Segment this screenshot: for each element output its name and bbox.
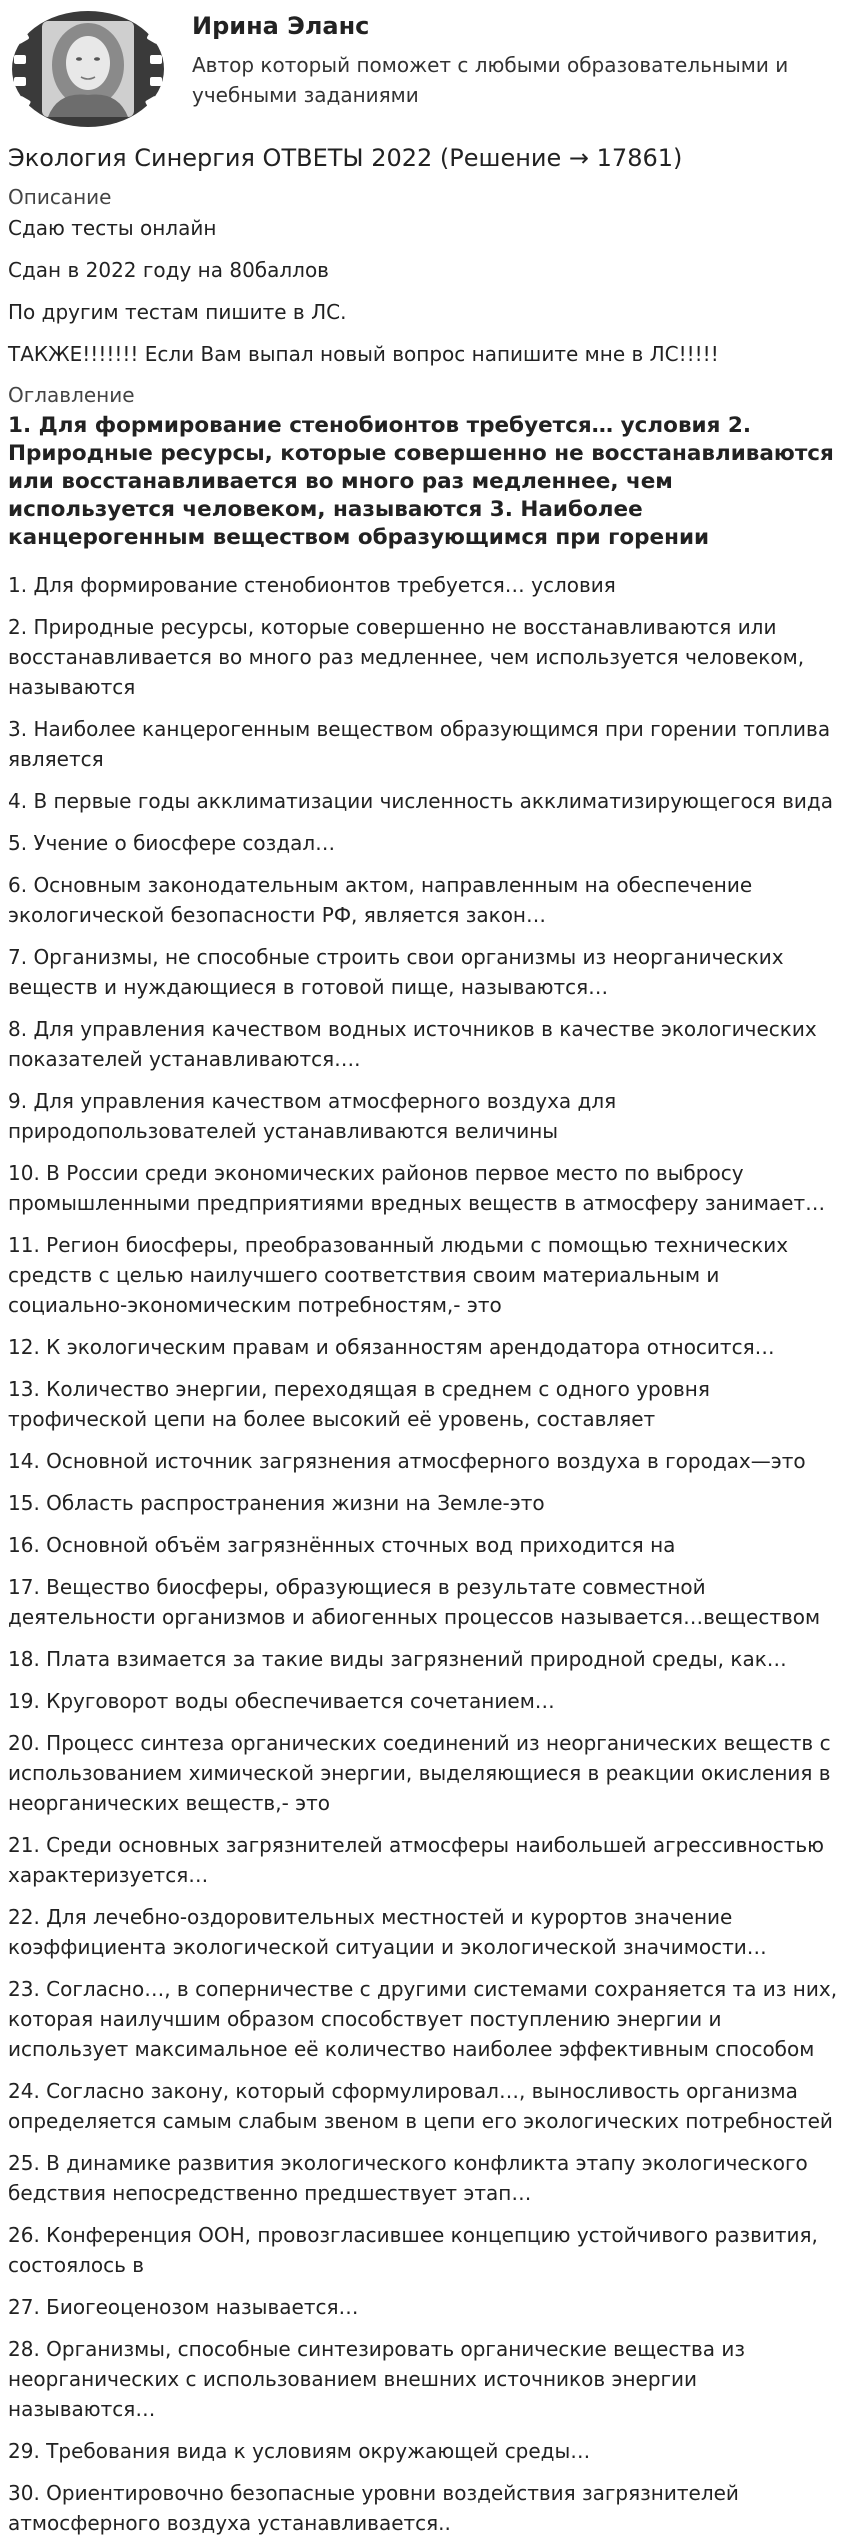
question-item: 25. В динамике развития экологического конфликта этапу экологического бедствия непосредственно предшествует этап…: [8, 2150, 808, 2205]
toc-heading: 1. Для формирование стенобионтов требуется… условия 2. Природные ресурсы, которые совершенно не восстанавливаются или восстанавливается во много раз медленнее, чем используется человеком, называются 3. Наиболее канцерогенным веществом образующимся при горении: [8, 413, 834, 550]
author-name[interactable]: Ирина Эланс: [192, 12, 370, 40]
question-item: 9. Для управления качеством атмосферного воздуха для природопользователей устанавливаются величины: [8, 1088, 617, 1143]
question-item: 10. В России среди экономических районов первое место по выбросу промышленными предприятиями вредных веществ в атмосферу занимает…: [8, 1160, 826, 1215]
author-card: [8, 0, 839, 143]
question-item: 8. Для управления качеством водных источников в качестве экологических показателей устанавливаются….: [8, 1016, 817, 1071]
question-item: 30. Ориентировочно безопасные уровни воздействия загрязнителей атмосферного воздуха устанавливается..: [8, 2480, 739, 2535]
question-item: 17. Вещество биосферы, образующиеся в результате совместной деятельности организмов и абиогенных процессов называется…веществом: [8, 1574, 821, 1629]
author-info: [192, 3, 792, 110]
question-item: 20. Процесс синтеза органических соединений из неорганических веществ с использованием химической энергии, выделяющиеся в реакции окисления в неорганических веществ,- это: [8, 1730, 831, 1815]
avatar[interactable]: [8, 3, 168, 133]
question-item: 7. Организмы, не способные строить свои организмы из неорганических веществ и нуждающиеся в готовой пище, называются…: [8, 944, 784, 999]
question-item: 16. Основной объём загрязнённых сточных вод приходится на: [8, 1532, 676, 1557]
question-item: 4. В первые годы акклиматизации численность акклиматизирующегося вида: [8, 788, 834, 813]
description-line: ТАКЖЕ!!!!!!! Если Вам выпал новый вопрос напишите мне в ЛС!!!!!: [8, 342, 719, 367]
question-item: 28. Организмы, способные синтезировать органические вещества из неорганических с использованием внешних источников энергии называются…: [8, 2336, 746, 2421]
question-item: 2. Природные ресурсы, которые совершенно не восстанавливаются или восстанавливается во много раз медленнее, чем используется человеком, называются: [8, 614, 805, 699]
question-item: 24. Согласно закону, который сформулировал…, выносливость организма определяется самым слабым звеном в цепи его экологических потребностей: [8, 2078, 833, 2133]
description-line: Сдан в 2022 году на 80баллов: [8, 258, 329, 283]
question-item: 6. Основным законодательным актом, направленным на обеспечение экологической безопасности РФ, является закон…: [8, 872, 753, 927]
description-line: Сдаю тесты онлайн: [8, 216, 217, 241]
question-item: 18. Плата взимается за такие виды загрязнений природной среды, как…: [8, 1646, 787, 1671]
question-item: 1. Для формирование стенобионтов требуется… условия: [8, 572, 616, 597]
description-line: По другим тестам пишите в ЛС.: [8, 300, 347, 325]
toc-label: Оглавление: [8, 383, 135, 408]
author-description: Автор который поможет с любыми образовательными и учебными заданиями: [192, 53, 789, 108]
question-item: 13. Количество энергии, переходящая в среднем с одного уровня трофической цепи на более высокий её уровень, составляет: [8, 1376, 710, 1431]
question-item: 27. Биогеоценозом называется…: [8, 2294, 359, 2319]
question-item: 12. К экологическим правам и обязанностям арендодатора относится…: [8, 1334, 775, 1359]
page-title: Экология Синергия ОТВЕТЫ 2022 (Решение → 17861): [8, 144, 683, 172]
question-item: 29. Требования вида к условиям окружающей среды…: [8, 2438, 591, 2463]
question-list: [8, 570, 839, 2538]
question-item: 5. Учение о биосфере создал…: [8, 830, 336, 855]
question-item: 23. Согласно…, в соперничестве с другими системами сохраняется та из них, которая наилучшим образом способствует поступлению энергии и использует максимальное её количество наиболее эффективным способом: [8, 1976, 838, 2061]
question-item: 3. Наиболее канцерогенным веществом образующимся при горении топлива является: [8, 716, 831, 771]
question-item: 15. Область распространения жизни на Земле-это: [8, 1490, 545, 1515]
question-item: 19. Круговорот воды обеспечивается сочетанием…: [8, 1688, 555, 1713]
question-item: 14. Основной источник загрязнения атмосферного воздуха в городах—это: [8, 1448, 806, 1473]
question-item: 21. Среди основных загрязнителей атмосферы наибольшей агрессивностью характеризуется…: [8, 1832, 824, 1887]
description-label: Описание: [8, 185, 112, 210]
question-item: 22. Для лечебно-оздоровительных местностей и курортов значение коэффициента экологической ситуации и экологической значимости…: [8, 1904, 767, 1959]
question-item: 26. Конференция ООН, провозгласившее концепцию устойчивого развития, состоялось в: [8, 2222, 818, 2277]
description-block: [8, 214, 839, 368]
question-item: 11. Регион биосферы, преобразованный людьми с помощью технических средств с целью наилучшего соответствия своим материальным и социально-экономическим потребностям,- это: [8, 1232, 789, 1317]
